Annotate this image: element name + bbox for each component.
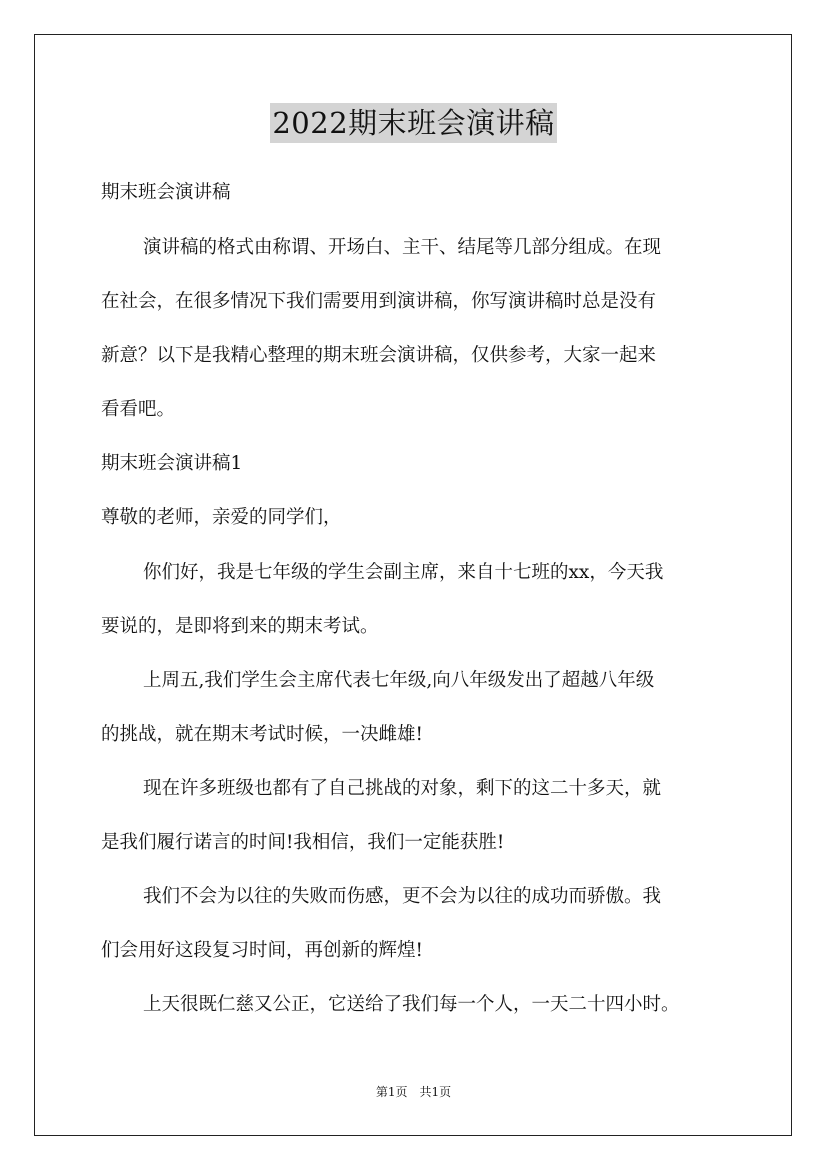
body-line: 的挑战，就在期末考试时候，一决雌雄! [101, 724, 423, 745]
body-line: 我们不会为以往的失败而伤感，更不会为以往的成功而骄傲。我 [143, 886, 662, 907]
salutation: 尊敬的老师，亲爱的同学们， [101, 507, 342, 528]
intro-line: 演讲稿的格式由称谓、开场白、主干、结尾等几部分组成。在现 [143, 237, 662, 258]
title-wrap [0, 103, 827, 143]
intro-line: 新意？以下是我精心整理的期末班会演讲稿，仅供参考，大家一起来 [101, 345, 657, 366]
body-line: 们会用好这段复习时间，再创新的辉煌! [101, 940, 423, 961]
subtitle: 期末班会演讲稿 [101, 182, 231, 203]
intro-line: 看看吧。 [101, 399, 176, 420]
page-footer: 第1页 共1页 [375, 1085, 452, 1099]
document-title: 2022期末班会演讲稿 [270, 103, 556, 143]
section-heading: 期末班会演讲稿1 [101, 453, 243, 474]
body-line: 是我们履行诺言的时间!我相信，我们一定能获胜! [101, 832, 505, 853]
body-line: 上周五,我们学生会主席代表七年级,向八年级发出了超越八年级 [143, 670, 655, 691]
body-line: 要说的，是即将到来的期末考试。 [101, 616, 379, 637]
intro-line: 在社会，在很多情况下我们需要用到演讲稿，你写演讲稿时总是没有 [101, 291, 657, 312]
body-line: 现在许多班级也都有了自己挑战的对象，剩下的这二十多天，就 [143, 778, 662, 799]
body-line: 上天很既仁慈又公正，它送给了我们每一个人，一天二十四小时。 [143, 994, 680, 1015]
body-line: 你们好，我是七年级的学生会副主席，来自十七班的xx，今天我 [143, 562, 664, 583]
